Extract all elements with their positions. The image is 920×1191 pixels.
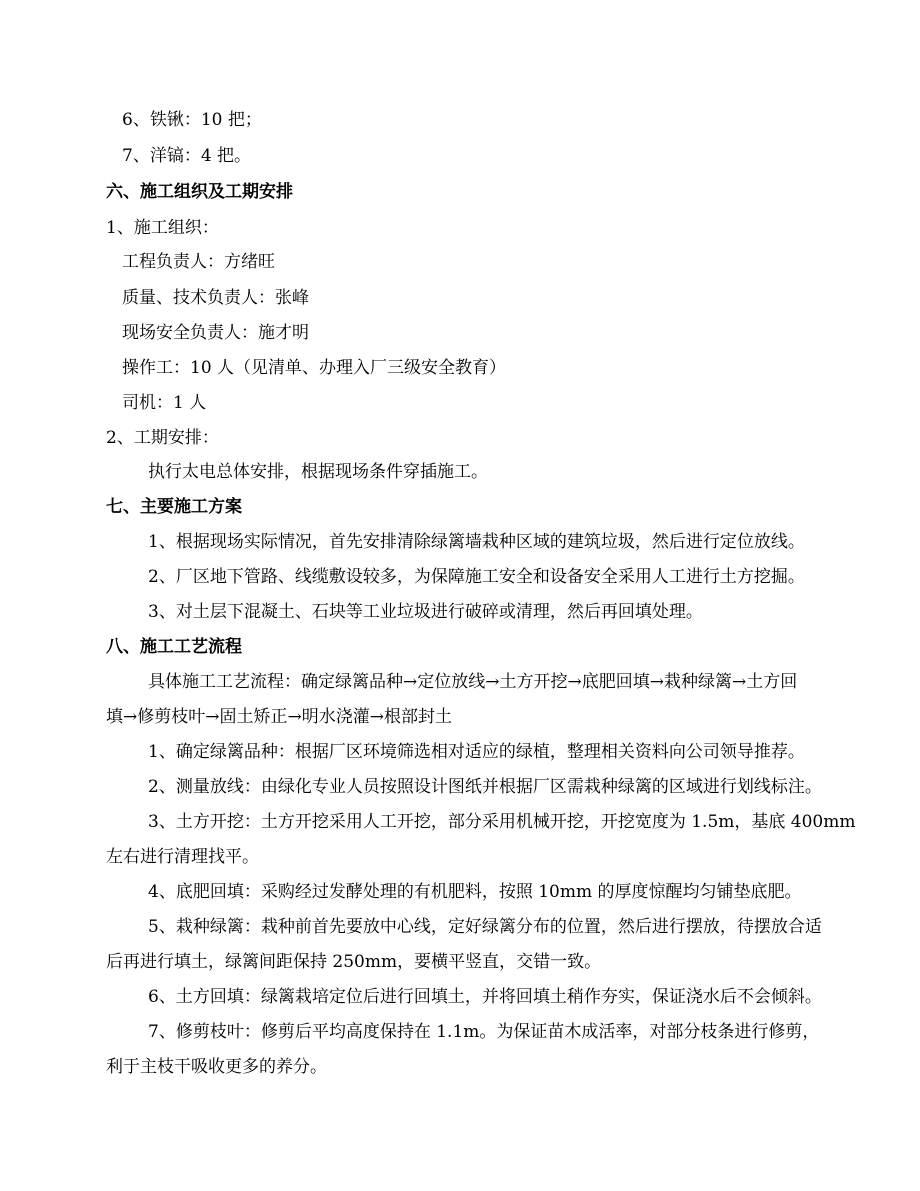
schedule-text: 执行太电总体安排，根据现场条件穿插施工。 [148, 462, 488, 482]
plan-item-2: 2、厂区地下管路、线缆敷设较多，为保障施工安全和设备安全采用人工进行土方挖掘。 [148, 567, 805, 587]
safety-lead: 现场安全负责人：施才明 [122, 323, 309, 343]
process-step-5-line-2: 后再进行填土，绿篱间距保持 250mm，要横平竖直，交错一致。 [106, 952, 602, 972]
quality-lead: 质量、技术负责人：张峰 [122, 288, 309, 308]
process-step-4: 4、底肥回填：采购经过发酵处理的有机肥料，按照 10mm 的厚度惊醒均匀铺垫底肥。 [148, 882, 802, 902]
tool-item-7: 7、洋镐：4 把。 [122, 146, 252, 166]
process-step-7-line-1: 7、修剪枝叶：修剪后平均高度保持在 1.1m。为保证苗木成活率，对部分枝条进行修剪， [148, 1022, 820, 1042]
process-step-5-line-1: 5、栽种绿篱：栽种前首先要放中心线，定好绿篱分布的位置，然后进行摆放，待摆放合适 [148, 917, 822, 937]
process-step-3-line-1: 3、土方开挖：土方开挖采用人工开挖，部分采用机械开挖，开挖宽度为 1.5m，基底 400mm [148, 812, 856, 832]
section-8-heading: 八、施工工艺流程 [106, 637, 242, 657]
process-flow-line-1: 具体施工工艺流程：确定绿篱品种→定位放线→土方开挖→底肥回填→栽种绿篱→土方回 [148, 672, 798, 692]
plan-item-3: 3、对土层下混凝土、石块等工业垃圾进行破碎或清理，然后再回填处理。 [148, 602, 703, 622]
process-flow-line-2: 填→修剪枝叶→固土矫正→明水浇灌→根部封土 [106, 707, 452, 727]
tool-item-6: 6、铁锹：10 把； [122, 110, 262, 130]
workers: 操作工：10 人（见清单、办理入厂三级安全教育） [122, 358, 507, 378]
section-6-heading: 六、施工组织及工期安排 [106, 182, 293, 202]
schedule-title: 2、工期安排： [106, 428, 219, 448]
process-step-3-line-2: 左右进行清理找平。 [106, 847, 259, 867]
process-step-2: 2、测量放线：由绿化专业人员按照设计图纸并根据厂区需栽种绿篱的区域进行划线标注。 [148, 777, 822, 797]
process-step-6: 6、土方回填：绿篱栽培定位后进行回填土，并将回填土稍作夯实，保证浇水后不会倾斜。 [148, 987, 822, 1007]
process-step-7-line-2: 利于主枝干吸收更多的养分。 [106, 1057, 327, 1077]
section-7-heading: 七、主要施工方案 [106, 497, 242, 517]
plan-item-1: 1、根据现场实际情况，首先安排清除绿篱墙栽种区域的建筑垃圾，然后进行定位放线。 [148, 532, 805, 552]
org-title: 1、施工组织： [106, 218, 219, 238]
driver: 司机：1 人 [122, 393, 207, 413]
process-step-1: 1、确定绿篱品种：根据厂区环境筛选相对适应的绿植，整理相关资料向公司领导推荐。 [148, 742, 805, 762]
project-lead: 工程负责人：方绪旺 [122, 252, 275, 272]
